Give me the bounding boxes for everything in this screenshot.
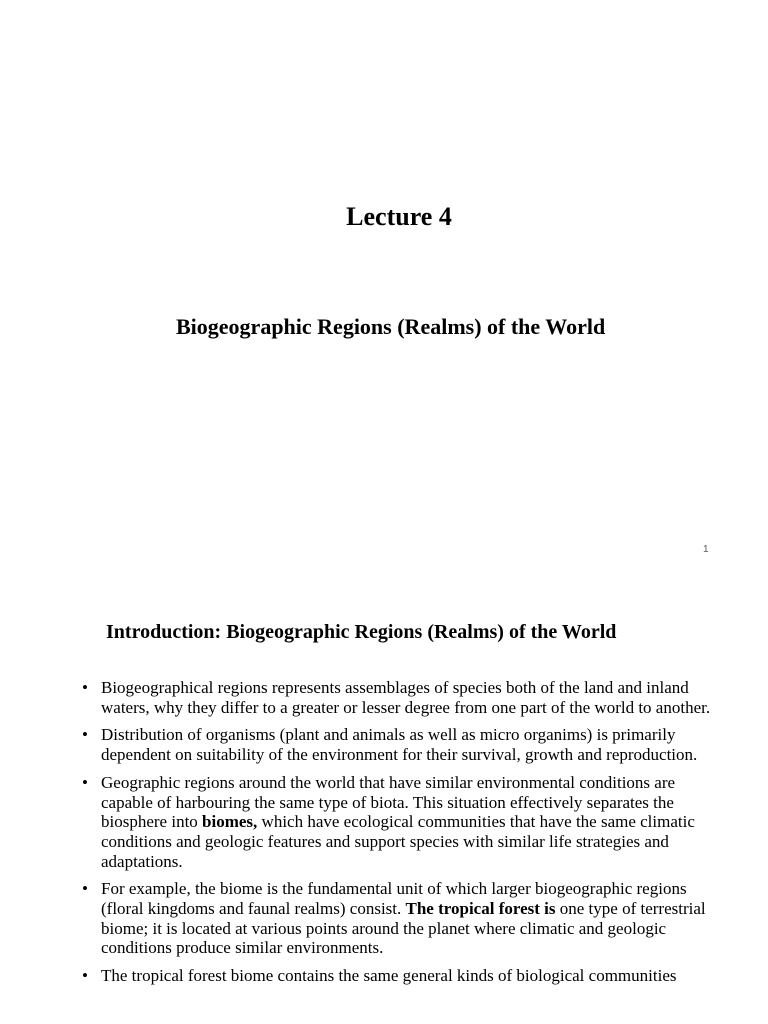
bullet-text-after: one type of terrestrial biome; it is located at various points around the planet where climatic and geologic conditions produce similar environments.: [101, 899, 706, 958]
bullet-item: [82, 966, 728, 986]
lecture-subtitle: Biogeographic Regions (Realms) of the World: [176, 314, 606, 339]
bullet-bold-term: biomes,: [202, 812, 258, 832]
bullet-item: [82, 678, 728, 717]
bullet-bold-term: The tropical forest is: [405, 899, 556, 919]
introduction-slide: [0, 576, 768, 1024]
bullet-text: Distribution of organisms (plant and animals as well as micro organims) is primarily dependent on suitability of the environment for their survival, growth and reproduction.: [101, 725, 698, 765]
bullet-item: [82, 725, 728, 764]
bullet-icon: •: [82, 772, 88, 792]
bullet-text: The tropical forest biome contains the same general kinds of biological communities: [101, 966, 677, 986]
lecture-title: Lecture 4: [346, 202, 452, 231]
page-number: 1: [703, 544, 709, 555]
bullet-icon: •: [82, 678, 88, 697]
introduction-heading: Introduction: Biogeographic Regions (Realms) of the World: [106, 621, 617, 643]
bullet-item: [82, 879, 728, 958]
bullet-text: Biogeographical regions represents assemblages of species both of the land and inland waters, why they differ to a greater or lesser degree from one part of the world to another.: [101, 678, 711, 717]
bullet-text-before: For example, the biome is the fundamental unit of which larger biogeographic regions (floral kingdoms and faunal realms) consist.: [101, 879, 687, 919]
bullet-text: [101, 773, 695, 871]
bullet-text-after: which have ecological communities that have the same climatic conditions and geologic features and support species with similar life strategies and adaptations.: [101, 812, 695, 871]
bullet-icon: •: [82, 725, 88, 745]
bullet-icon: •: [82, 966, 88, 986]
bullet-text-before: Geographic regions around the world that have similar environmental conditions are capable of harbouring the same type of biota. This situation effectively separates the biosphere into: [101, 772, 676, 832]
bullet-text: [101, 879, 706, 957]
bullet-icon: •: [82, 879, 88, 899]
bullet-item: [82, 773, 728, 872]
bullet-list: [82, 678, 728, 994]
